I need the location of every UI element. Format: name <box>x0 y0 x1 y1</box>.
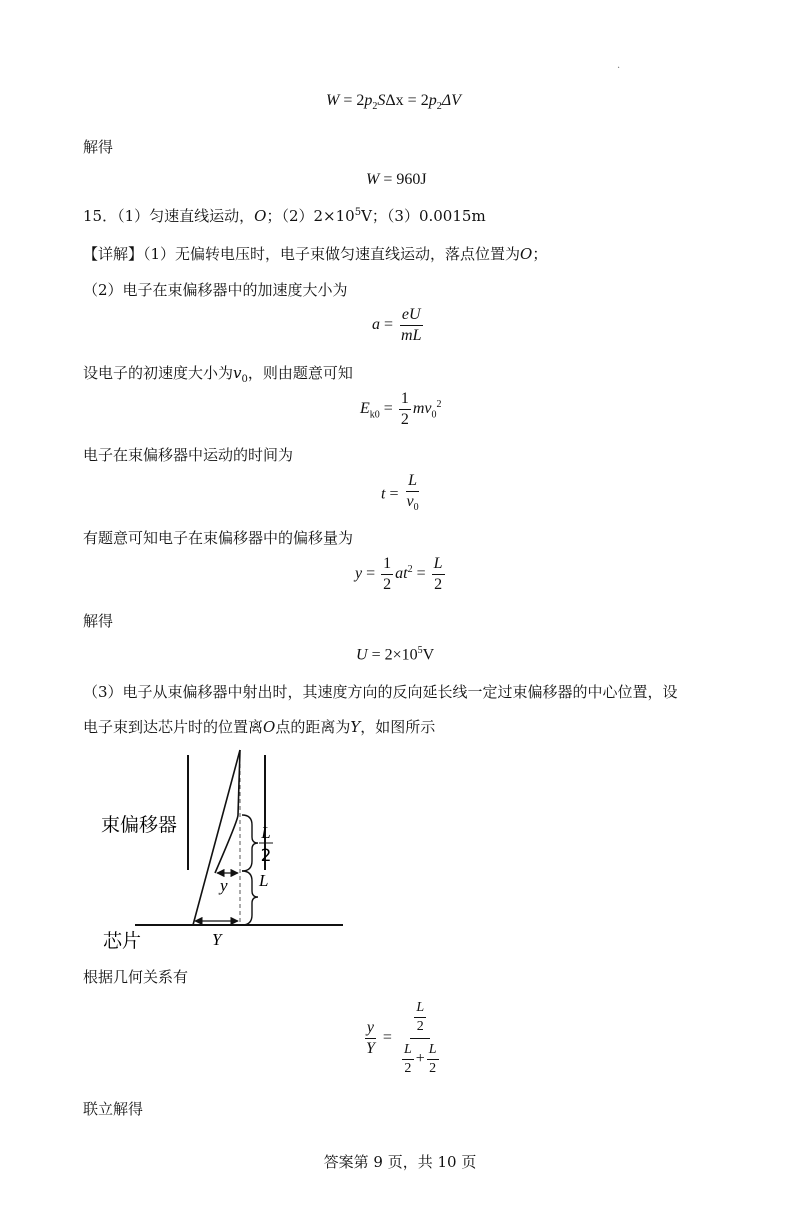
label-half-L-den: 2 <box>260 846 272 866</box>
label-deflector: 束偏移器 <box>101 814 178 836</box>
text-jiede-1: 解得 <box>83 138 114 156</box>
label-chip: 芯片 <box>103 930 142 952</box>
brace-half-L <box>242 815 258 871</box>
deflector-figure <box>95 745 355 955</box>
equation-offset: y = $\frac{1}{2}$ $at^2$ = $\frac{L}{2}$ <box>355 555 443 593</box>
time-line: 电子在束偏移器中运动的时间为 <box>83 446 294 464</box>
equation-ratio: $\frac{y}{Y}$ = $\frac{L}{2}$ $\frac{L}{2}$ + $\frac{L}{2}$ <box>366 1000 437 1076</box>
label-Y: Y <box>212 930 222 949</box>
answer-line-15: 15．（1）匀速直线运动，O；$(2)2\times 10^5V$；（3）0.0015m <box>83 207 486 225</box>
text-jiede-2: 解得 <box>83 612 114 630</box>
label-L: L <box>259 871 269 890</box>
equation-work: $W = 2p_2S\Delta x = 2p_2\Delta V$ <box>326 92 461 113</box>
electron-path-extended <box>193 750 240 925</box>
equation-time: t = $\frac{L}{v_0}$ <box>381 472 419 514</box>
part3-line-1: （3）电子从束偏移器中射出时，其速度方向的反向延长线一定过束偏移器的中心位置，设 <box>83 683 678 701</box>
corner-mark: . <box>617 60 621 71</box>
part2-line: （2）电子在束偏移器中的加速度大小为 <box>83 281 348 299</box>
detail-line: 【详解】（1）无偏转电压时，电子束做匀速直线运动，落点位置为O； <box>83 245 548 263</box>
equation-voltage: $U = 2\times 10^5V$ <box>356 645 435 664</box>
geometry-line: 根据几何关系有 <box>83 968 189 986</box>
v0-line: 设电子的初速度大小为$v_0$，则由题意可知 <box>83 364 353 385</box>
electron-path-curve <box>238 750 240 815</box>
equation-acceleration: a = $\frac{eU}{mL}$ <box>372 306 422 344</box>
equation-W-value: W = 960J <box>366 171 427 188</box>
offset-line: 有题意可知电子在束偏移器中的偏移量为 <box>83 529 354 547</box>
brace-L <box>242 871 258 925</box>
part3-line-2: 电子束到达芯片时的位置离O点的距离为Y，如图所示 <box>83 718 436 736</box>
final-line: 联立解得 <box>83 1100 144 1118</box>
label-y: y <box>220 876 228 895</box>
deflection-curve <box>215 815 238 873</box>
equation-kinetic-energy: $E_{k0}$ = $\frac{1}{2}$ $mv_0^2$ <box>360 390 442 428</box>
label-half-L-num: L <box>261 823 271 842</box>
page-footer: 答案第 9 页，共 10 页 <box>323 1153 477 1171</box>
